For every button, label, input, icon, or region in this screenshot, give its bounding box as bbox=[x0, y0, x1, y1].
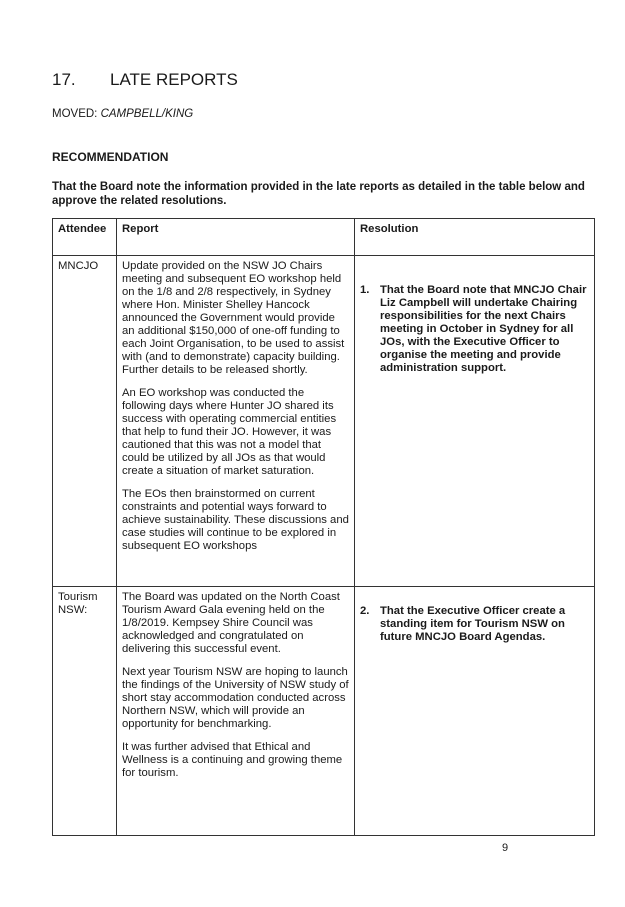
moved-line bbox=[52, 108, 193, 120]
section-number: 17. bbox=[52, 70, 76, 89]
report-cell bbox=[117, 256, 355, 587]
page-number: 9 bbox=[502, 842, 509, 854]
resolution-item bbox=[360, 605, 589, 644]
header-resolution: Resolution bbox=[355, 219, 595, 256]
report-paragraph: An EO workshop was conducted the following days where Hunter JO shared its success with operating commercial entities that help to fund their JO. However, it was cautioned that this was not a model that could be utilized by all JOs as that would create a situation of market saturation. bbox=[122, 387, 337, 477]
report-paragraph: The Board was updated on the North Coast Tourism Award Gala evening held on the 1/8/2019. Kempsey Shire Council was acknowledged and congratulated on delivering this successful event. bbox=[122, 591, 340, 655]
report-paragraph: The EOs then brainstormed on current constraints and potential ways forward to achieve sustainability. These discussions and case studies will continue to be explored in subsequent EO workshops bbox=[122, 488, 349, 552]
section-title: LATE REPORTS bbox=[110, 70, 238, 89]
report-paragraph: Next year Tourism NSW are hoping to launch the findings of the University of NSW study of short stay accommodation conducted across Northern NSW, which will provide an opportunity for benchmarking. bbox=[122, 666, 349, 730]
table-row bbox=[53, 256, 595, 587]
resolution-item bbox=[360, 284, 589, 375]
attendee-cell: MNCJO bbox=[53, 256, 117, 587]
recommendation-text: That the Board note the information provided in the late reports as detailed in the table below and approve the related resolutions. bbox=[52, 181, 585, 207]
resolution-number: 1. bbox=[360, 284, 370, 296]
table-header-row bbox=[53, 219, 595, 256]
report-paragraph: It was further advised that Ethical and Wellness is a continuing and growing theme for tourism. bbox=[122, 741, 343, 779]
header-attendee: Attendee bbox=[53, 219, 117, 256]
table-row bbox=[53, 587, 595, 836]
resolution-number: 2. bbox=[360, 605, 370, 617]
recommendation-title: RECOMMENDATION bbox=[52, 150, 169, 164]
attendee-cell: Tourism NSW: bbox=[53, 587, 117, 836]
report-paragraph: Update provided on the NSW JO Chairs meeting and subsequent EO workshop held on the 1/8 and 2/8 respectively, in Sydney where Hon. Minister Shelley Hancock announced the Government would provide an additional $150,000 of one-off funding to each Joint Organisation, to be used to assist with (and to demonstrate) capacity building. Further details to be released shortly. bbox=[122, 260, 345, 376]
resolution-text: That the Executive Officer create a standing item for Tourism NSW on future MNCJO Board Agendas. bbox=[380, 605, 566, 643]
report-cell bbox=[117, 587, 355, 836]
late-reports-table bbox=[52, 218, 595, 836]
resolution-text: That the Board note that MNCJO Chair Liz Campbell will undertake Chairing responsibilities for the next Chairs meeting in October in Sydney for all JOs, with the Executive Officer to organise the meeting and provide administration support. bbox=[380, 284, 587, 374]
resolution-cell bbox=[355, 587, 595, 836]
section-heading bbox=[52, 70, 238, 90]
resolution-cell bbox=[355, 256, 595, 587]
header-report: Report bbox=[117, 219, 355, 256]
moved-names: CAMPBELL/KING bbox=[100, 108, 194, 120]
moved-label: MOVED: bbox=[52, 108, 98, 120]
